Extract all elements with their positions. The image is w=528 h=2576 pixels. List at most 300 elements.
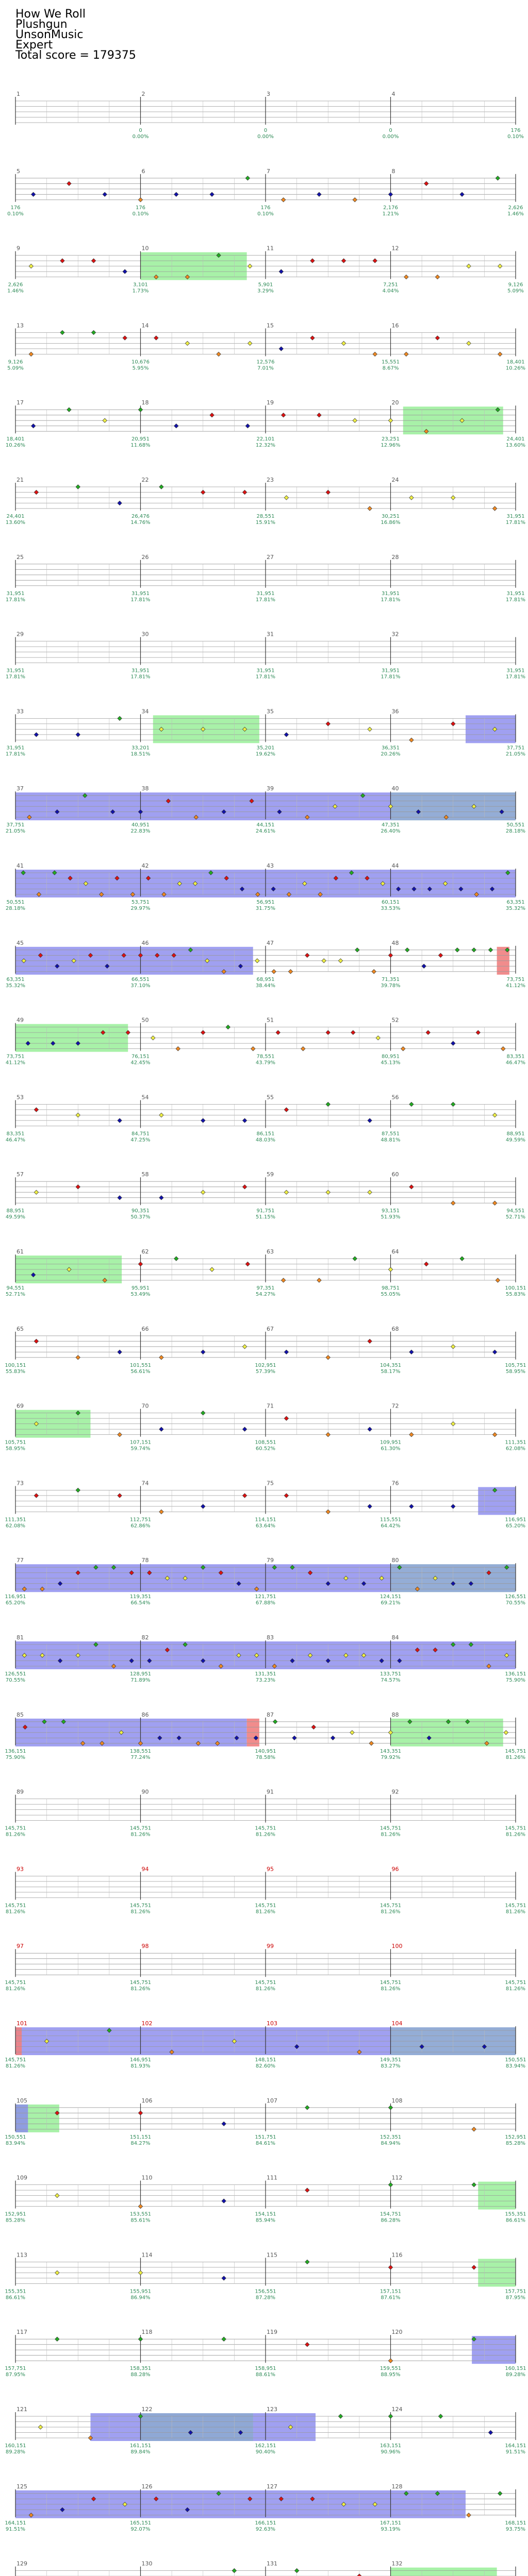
- measure-score: 0: [263, 128, 268, 133]
- measure-number: 30: [141, 631, 149, 638]
- chart-row: [15, 1872, 516, 1900]
- note-gem: [426, 1030, 430, 1035]
- measure-percent: 79.92%: [381, 1754, 401, 1760]
- measure-score: 9,126: [8, 359, 23, 365]
- measure-percent: 20.26%: [381, 751, 401, 757]
- measure-score: 167,151: [380, 2520, 402, 2526]
- measure-score: 164,151: [5, 2520, 26, 2526]
- note-gem: [34, 490, 38, 494]
- note-gem: [326, 722, 330, 726]
- measure-score: 60,151: [382, 900, 400, 905]
- measure-number: 64: [391, 1248, 399, 1255]
- note-gem: [242, 1185, 246, 1189]
- measure-percent: 88.28%: [130, 2372, 151, 2378]
- measure-percent: 35.32%: [5, 982, 26, 989]
- measure-number: 58: [141, 1171, 149, 1178]
- row-end-percent: 81.26%: [505, 1754, 526, 1760]
- measure-percent: 16.86%: [381, 520, 401, 526]
- row-end-percent: 86.61%: [505, 2217, 526, 2224]
- measure-percent: 17.81%: [255, 597, 276, 603]
- note-gem: [159, 1355, 163, 1360]
- measure-number: 77: [16, 1557, 24, 1564]
- row-end-percent: 5.09%: [507, 288, 524, 294]
- measure-number: 79: [267, 1557, 274, 1564]
- chart-row: [15, 1795, 516, 1823]
- song-difficulty: Expert: [15, 39, 53, 52]
- chart-row: [15, 1177, 516, 1205]
- note-gem: [201, 490, 205, 494]
- measure-number: 118: [141, 2329, 153, 2336]
- measure-number: 60: [391, 1171, 399, 1178]
- measure-score: 124,151: [380, 1594, 402, 1600]
- row-end-percent: 70.55%: [505, 1600, 526, 1606]
- measure-number: 105: [16, 2097, 27, 2104]
- measure-number: 67: [267, 1325, 274, 1332]
- measure-score: 145,751: [255, 1903, 276, 1909]
- note-gem: [373, 259, 377, 263]
- measure-number: 113: [16, 2251, 27, 2259]
- measure-percent: 92.63%: [255, 2526, 276, 2532]
- measure-number: 18: [141, 399, 149, 406]
- row-end-percent: 58.95%: [505, 1368, 526, 1375]
- note-gem: [401, 1046, 405, 1050]
- note-gem: [154, 336, 158, 340]
- measure-number: 23: [267, 477, 274, 483]
- measure-percent: 90.96%: [381, 2449, 401, 2455]
- measure-number: 117: [16, 2329, 27, 2336]
- note-gem: [201, 1118, 205, 1123]
- measure-score: 101,551: [129, 1362, 152, 1368]
- measure-score: 162,151: [255, 2443, 276, 2449]
- measure-number: 48: [391, 939, 399, 946]
- measure-score: 115,551: [380, 1517, 402, 1523]
- note-gem: [472, 2265, 476, 2269]
- row-end-percent: 55.83%: [505, 1292, 526, 1297]
- measure-percent: 47.25%: [130, 1137, 151, 1143]
- measure-percent: 53.49%: [130, 1292, 151, 1297]
- measure-percent: 58.95%: [5, 1446, 26, 1452]
- row-end-percent: 81.26%: [505, 1986, 526, 1992]
- note-gem: [55, 2193, 59, 2197]
- note-gem: [248, 341, 252, 345]
- measure-score: 145,751: [5, 2057, 26, 2063]
- measure-number: 90: [141, 1788, 149, 1795]
- measure-score: 31,951: [6, 668, 25, 674]
- measure-score: 100,151: [5, 1362, 26, 1368]
- measure-number: 71: [267, 1402, 274, 1410]
- note-gem: [376, 1036, 380, 1040]
- measure-number: 13: [16, 322, 24, 329]
- note-gem: [310, 336, 315, 340]
- measure-number: 128: [391, 2483, 403, 2490]
- note-gem: [409, 1432, 414, 1436]
- measure-number: 69: [16, 1402, 24, 1410]
- measure-score: 145,751: [255, 1980, 276, 1986]
- chart-row: [15, 2335, 516, 2364]
- measure-percent: 51.93%: [381, 1214, 401, 1221]
- measure-score: 152,951: [5, 2211, 26, 2217]
- measure-number: 68: [391, 1325, 399, 1332]
- row-end-score: 31,951: [506, 668, 525, 674]
- note-gem: [281, 413, 285, 417]
- measure-score: 148,151: [255, 2057, 276, 2063]
- note-gem: [103, 192, 107, 196]
- measure-number: 16: [391, 322, 399, 329]
- row-end-percent: 10.26%: [505, 365, 526, 371]
- chart-row: [15, 405, 516, 434]
- measure-percent: 17.81%: [255, 674, 276, 680]
- note-gem: [34, 1108, 38, 1112]
- row-end-percent: 46.47%: [505, 1060, 526, 1066]
- measure-score: 156,551: [255, 2289, 276, 2295]
- measure-percent: 87.61%: [381, 2295, 401, 2301]
- measure-score: 0: [139, 128, 142, 133]
- measure-score: 24,401: [6, 514, 25, 519]
- note-gem: [174, 1257, 178, 1261]
- measure-score: 18,401: [6, 436, 25, 443]
- note-gem: [76, 1355, 80, 1360]
- measure-score: 15,551: [382, 359, 400, 365]
- row-end-score: 145,751: [505, 1980, 526, 1986]
- note-gem: [409, 1504, 414, 1509]
- measure-number: 119: [267, 2329, 277, 2336]
- note-gem: [488, 2430, 492, 2434]
- note-gem: [369, 1741, 373, 1745]
- note-gem: [326, 490, 330, 494]
- note-gem: [492, 506, 497, 511]
- measure-number: 104: [391, 2020, 403, 2027]
- measure-percent: 4.04%: [382, 288, 399, 294]
- measure-number: 8: [391, 167, 395, 175]
- measure-percent: 81.26%: [5, 1909, 26, 1915]
- measure-score: 121,751: [255, 1594, 276, 1600]
- row-end-score: 145,751: [505, 1825, 526, 1832]
- measure-percent: 87.28%: [255, 2295, 276, 2301]
- note-gem: [317, 192, 321, 196]
- measure-number: 35: [267, 708, 274, 715]
- measure-score: 31,951: [382, 668, 400, 674]
- measure-number: 33: [16, 708, 24, 715]
- note-gem: [245, 424, 250, 428]
- measure-score: 86,151: [256, 1131, 275, 1137]
- measure-score: 158,951: [255, 2366, 276, 2372]
- measure-number: 57: [16, 1171, 24, 1178]
- measure-percent: 81.26%: [130, 1986, 151, 1992]
- measure-percent: 48.03%: [255, 1137, 276, 1143]
- row-end-percent: 17.81%: [505, 597, 526, 603]
- chart-row: [15, 328, 516, 356]
- note-gem: [504, 1731, 508, 1735]
- measure-percent: 77.24%: [130, 1754, 151, 1760]
- note-gem: [76, 1113, 80, 1117]
- measure-score: 83,351: [6, 1131, 25, 1137]
- note-gem: [305, 2106, 309, 2110]
- measure-number: 101: [16, 2020, 27, 2027]
- measure-percent: 58.17%: [381, 1368, 401, 1375]
- measure-percent: 15.91%: [255, 520, 276, 526]
- note-gem: [76, 1185, 80, 1189]
- measure-number: 46: [141, 939, 149, 946]
- measure-score: 158,351: [129, 2366, 152, 2372]
- note-gem: [498, 352, 502, 356]
- measure-percent: 93.19%: [381, 2526, 401, 2532]
- measure-number: 96: [391, 1866, 399, 1873]
- row-end-score: 94,551: [506, 1208, 525, 1214]
- measure-number: 34: [141, 708, 149, 715]
- measure-number: 114: [141, 2251, 153, 2259]
- measure-percent: 17.81%: [5, 751, 26, 757]
- measure-number: 63: [267, 1248, 274, 1255]
- measure-percent: 22.83%: [130, 828, 151, 835]
- row-end-percent: 17.81%: [505, 520, 526, 526]
- measure-number: 50: [141, 1016, 149, 1024]
- measure-score: 94,551: [6, 1285, 25, 1291]
- note-gem: [226, 1025, 230, 1029]
- measure-number: 108: [391, 2097, 403, 2104]
- note-gem: [305, 2260, 309, 2264]
- note-gem: [201, 1030, 205, 1035]
- note-gem: [388, 2265, 392, 2269]
- measure-percent: 60.52%: [255, 1446, 276, 1452]
- measure-number: 6: [141, 167, 145, 175]
- note-gem: [467, 341, 471, 345]
- note-gem: [501, 1046, 505, 1050]
- chart-row: [15, 1949, 516, 1977]
- row-end-percent: 28.18%: [505, 828, 526, 835]
- note-gem: [451, 1421, 455, 1426]
- measure-score: 37,751: [6, 822, 25, 828]
- row-end-score: 116,951: [505, 1517, 526, 1523]
- note-gem: [435, 275, 439, 279]
- measure-score: 68,951: [256, 976, 275, 982]
- chart-row: [15, 1563, 516, 1592]
- note-gem: [435, 336, 439, 340]
- note-gem: [248, 264, 252, 268]
- row-end-score: 111,351: [505, 1439, 526, 1446]
- measure-percent: 38.44%: [255, 982, 276, 989]
- note-gem: [492, 1432, 497, 1436]
- note-gem: [326, 1355, 330, 1360]
- chart-row: [15, 1255, 516, 1283]
- measure-number: 27: [267, 553, 274, 561]
- measure-number: 42: [141, 862, 149, 869]
- measure-percent: 88.61%: [255, 2372, 276, 2378]
- row-end-percent: 35.32%: [505, 906, 526, 911]
- measure-number: 78: [141, 1557, 149, 1564]
- note-gem: [341, 259, 345, 263]
- measure-number: 126: [141, 2483, 153, 2490]
- note-gem: [368, 506, 372, 511]
- note-gem: [151, 1036, 155, 1040]
- note-gem: [292, 1736, 296, 1740]
- measure-percent: 81.26%: [130, 1832, 151, 1838]
- chart-row: [15, 2567, 516, 2576]
- note-gem: [467, 2513, 471, 2517]
- note-gem: [451, 1041, 455, 1045]
- measure-score: 146,951: [129, 2057, 152, 2063]
- row-end-score: 160,151: [505, 2366, 526, 2372]
- row-end-score: 31,951: [506, 514, 525, 519]
- measure-score: 76,151: [131, 1054, 150, 1060]
- measure-score: 163,151: [380, 2443, 402, 2449]
- note-gem: [118, 1118, 122, 1123]
- measure-number: 41: [16, 862, 24, 869]
- measure-percent: 91.51%: [5, 2526, 26, 2532]
- measure-number: 122: [141, 2406, 153, 2413]
- measure-number: 24: [391, 477, 399, 483]
- measure-score: 145,751: [380, 1825, 402, 1832]
- measure-score: 133,751: [380, 1671, 402, 1677]
- note-gem: [67, 181, 71, 185]
- measure-score: 165,151: [129, 2520, 152, 2526]
- measure-percent: 19.62%: [255, 751, 276, 757]
- measure-score: 90,351: [131, 1208, 150, 1214]
- note-gem: [123, 336, 127, 340]
- measure-percent: 28.18%: [5, 906, 26, 911]
- song-album: UnsonMusic: [15, 28, 84, 41]
- note-gem: [388, 418, 392, 422]
- measure-percent: 1.73%: [132, 288, 149, 294]
- measure-number: 4: [391, 91, 395, 97]
- measure-score: 154,151: [255, 2211, 276, 2217]
- measure-percent: 83.27%: [381, 2063, 401, 2069]
- measure-score: 102,951: [255, 1362, 276, 1368]
- note-gem: [138, 2337, 142, 2341]
- measure-score: 176: [135, 205, 146, 211]
- measure-score: 5,901: [258, 282, 273, 288]
- note-gem: [305, 2343, 309, 2347]
- chart-row: [15, 560, 516, 588]
- note-gem: [451, 1102, 455, 1106]
- measure-percent: 8.67%: [382, 365, 399, 371]
- measure-percent: 0.10%: [132, 211, 149, 217]
- measure-score: 151,751: [255, 2134, 276, 2140]
- measure-number: 36: [391, 708, 399, 715]
- measure-percent: 17.81%: [5, 597, 26, 603]
- measure-score: 91,751: [256, 1208, 275, 1214]
- measure-score: 107,151: [129, 1439, 152, 1446]
- measure-percent: 41.12%: [5, 1060, 26, 1066]
- measure-number: 107: [267, 2097, 277, 2104]
- note-gem: [201, 1411, 205, 1415]
- measure-score: 50,551: [6, 900, 25, 905]
- note-gem: [451, 1504, 455, 1509]
- measure-percent: 57.39%: [255, 1368, 276, 1375]
- chart-row: [15, 1486, 516, 1515]
- note-gem: [368, 1190, 372, 1194]
- row-end-percent: 17.81%: [505, 674, 526, 680]
- measure-percent: 7.01%: [257, 365, 274, 371]
- measure-number: 109: [16, 2174, 27, 2181]
- note-gem: [284, 1108, 288, 1112]
- measure-number: 61: [16, 1248, 24, 1255]
- note-gem: [326, 1190, 330, 1194]
- note-gem: [472, 2182, 476, 2187]
- measure-percent: 89.28%: [5, 2449, 26, 2455]
- measure-number: 11: [267, 245, 274, 252]
- measure-number: 74: [141, 1480, 149, 1487]
- measure-percent: 3.29%: [257, 288, 274, 294]
- note-gem: [498, 2492, 502, 2496]
- measure-score: 145,751: [5, 1903, 26, 1909]
- measure-percent: 62.08%: [5, 1523, 26, 1529]
- note-gem: [338, 2414, 342, 2418]
- note-gem: [255, 959, 259, 963]
- measure-percent: 12.96%: [381, 443, 401, 449]
- row-end-score: 105,751: [505, 1362, 526, 1368]
- note-gem: [138, 2270, 142, 2275]
- measure-score: 31,951: [256, 590, 275, 597]
- measure-number: 10: [141, 245, 149, 252]
- note-gem: [185, 341, 189, 345]
- row-end-score: 18,401: [506, 359, 525, 365]
- song-title: How We Roll: [15, 8, 86, 21]
- measure-percent: 1.46%: [7, 288, 24, 294]
- measure-number: 17: [16, 399, 24, 406]
- row-end-percent: 81.26%: [505, 1832, 526, 1838]
- measure-percent: 56.61%: [130, 1368, 151, 1375]
- measure-score: 31,951: [382, 590, 400, 597]
- measure-number: 120: [391, 2329, 403, 2336]
- note-gem: [201, 1504, 205, 1509]
- measure-number: 37: [16, 785, 24, 792]
- measure-percent: 85.61%: [130, 2217, 151, 2224]
- measure-number: 62: [141, 1248, 149, 1255]
- note-gem: [288, 970, 292, 974]
- note-gem: [284, 1416, 288, 1420]
- row-end-score: 168,151: [505, 2520, 526, 2526]
- measure-percent: 45.13%: [381, 1060, 401, 1066]
- chart-row: [15, 1023, 516, 1052]
- note-gem: [34, 1339, 38, 1343]
- measure-score: 20,951: [131, 436, 150, 443]
- note-gem: [138, 1262, 142, 1266]
- measure-number: 5: [16, 167, 20, 175]
- row-end-score: 176: [510, 128, 521, 133]
- note-gem: [472, 948, 476, 952]
- measure-number: 9: [16, 245, 20, 252]
- measure-percent: 83.94%: [5, 2140, 26, 2146]
- measure-number: 100: [391, 1943, 403, 1950]
- note-gem: [159, 1113, 163, 1117]
- row-end-percent: 0.10%: [507, 134, 524, 140]
- measure-score: 53,751: [131, 900, 150, 905]
- measure-score: 104,351: [380, 1362, 402, 1368]
- measure-number: 112: [391, 2174, 403, 2181]
- measure-number: 49: [16, 1016, 24, 1024]
- chart-row: [15, 174, 516, 202]
- measure-percent: 81.26%: [255, 1832, 276, 1838]
- note-gem: [210, 192, 214, 196]
- measure-percent: 81.26%: [255, 1986, 276, 1992]
- note-gem: [31, 424, 35, 428]
- note-gem: [405, 948, 409, 952]
- note-gem: [498, 264, 502, 268]
- row-end-score: 83,351: [506, 1054, 525, 1060]
- note-gem: [496, 176, 500, 180]
- row-end-percent: 21.05%: [505, 751, 526, 757]
- note-gem: [338, 959, 342, 963]
- measure-score: 161,151: [129, 2443, 152, 2449]
- measure-score: 93,151: [382, 1208, 400, 1214]
- note-gem: [331, 1736, 335, 1740]
- note-gem: [451, 1345, 455, 1349]
- measure-number: 25: [16, 553, 24, 561]
- note-gem: [409, 496, 414, 500]
- note-gem: [409, 1350, 414, 1354]
- chart-row: [15, 2489, 516, 2518]
- overdrive-highlight: [391, 2568, 497, 2576]
